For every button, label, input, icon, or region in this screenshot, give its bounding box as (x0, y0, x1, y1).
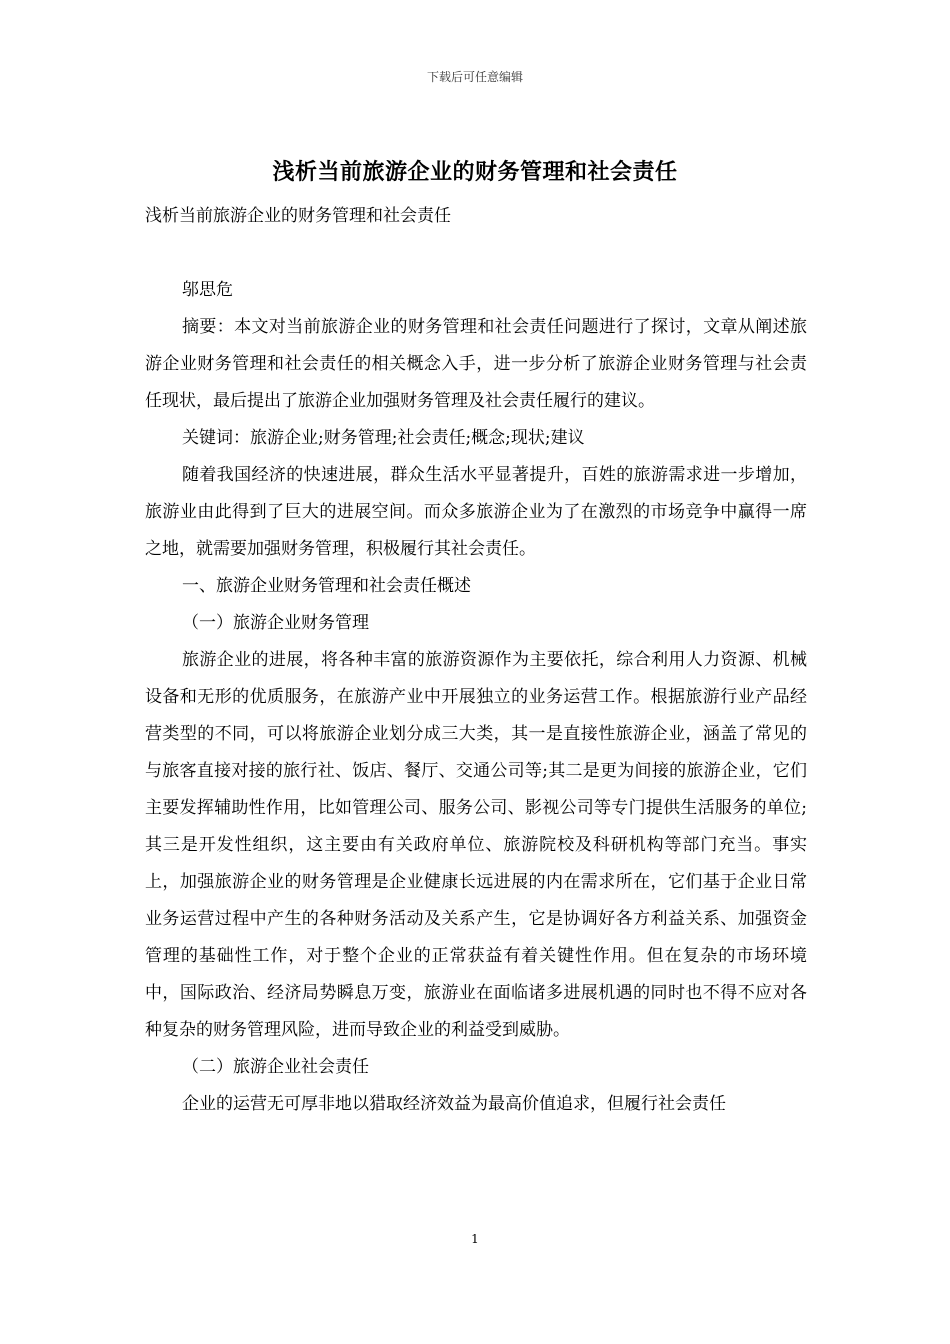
subsection-heading-1: （一）旅游企业财务管理 (182, 613, 369, 633)
document-title: 浅析当前旅游企业的财务管理和社会责任 (272, 159, 678, 185)
header-note: 下载后可任意编辑 (426, 70, 523, 84)
section-heading-1: 一、旅游企业财务管理和社会责任概述 (182, 576, 471, 596)
subsection-heading-2: （二）旅游企业社会责任 (182, 1057, 369, 1077)
subsection-1-body: 旅游企业的进展，将各种丰富的旅游资源作为主要依托，综合利用人力资源、机械设备和无形的优质服务，在旅游产业中开展独立的业务运营工作。根据旅游行业产品经营类型的不同，可以将旅游企业划分成三大类，其一是直接性旅游企业，涵盖了常见的与旅客直接对接的旅行社、饭店、餐厅、交通公司等;其二是更为间接的旅游企业，它们主要发挥辅助性作用，比如管理公司、服务公司、影视公司等专门提供生活服务的单位;其三是开发性组织，这主要由有关政府单位、旅游院校及科研机构等部门充当。事实上，加强旅游企业的财务管理是企业健康长远进展的内在需求所在，它们基于企业日常业务运营过程中产生的各种财务活动及关系产生，它是协调好各方利益关系、加强资金管理的基础性工作，对于整个企业的正常获益有着关键性作用。但在复杂的市场环境中，国际政治、经济局势瞬息万变，旅游业在面临诸多进展机遇的同时也不得不应对各种复杂的财务管理风险，进而导致企业的利益受到威胁。 (145, 650, 807, 1040)
intro-paragraph: 随着我国经济的快速进展，群众生活水平显著提升，百姓的旅游需求进一步增加，旅游业由此得到了巨大的进展空间。而众多旅游企业为了在激烈的市场竞争中赢得一席之地，就需要加强财务管理，积极履行其社会责任。 (145, 465, 807, 559)
abstract-paragraph: 摘要：本文对当前旅游企业的财务管理和社会责任问题进行了探讨，文章从阐述旅游企业财务管理和社会责任的相关概念入手，进一步分析了旅游企业财务管理与社会责任现状，最后提出了旅游企业加强财务管理及社会责任履行的建议。 (145, 317, 807, 411)
page-number: 1 (471, 1232, 479, 1246)
document-body (145, 198, 807, 1123)
subsection-2-body: 企业的运营无可厚非地以猎取经济效益为最高价值追求，但履行社会责任 (182, 1094, 726, 1114)
keywords-line: 关键词：旅游企业;财务管理;社会责任;概念;现状;建议 (182, 428, 585, 448)
document-subtitle: 浅析当前旅游企业的财务管理和社会责任 (145, 206, 451, 226)
author-name: 邬思危 (182, 280, 233, 300)
